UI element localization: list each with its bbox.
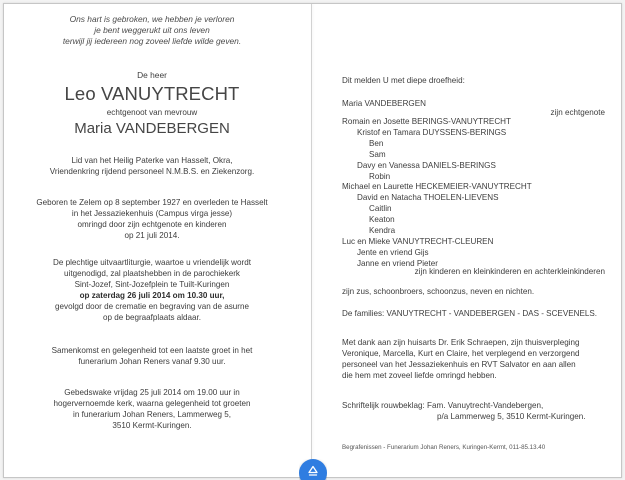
- birth-death-line: Geboren te Zelem op 8 september 1927 en overleden te Hasselt: [36, 198, 268, 207]
- family-member: Keaton: [369, 215, 395, 224]
- family-member: Robin: [369, 172, 391, 181]
- thanks-line: die hem met zoveel liefde omringd hebben.: [342, 371, 497, 380]
- spouse-intro: echtgenoot van mevrouw: [106, 108, 198, 117]
- family-member: David en Natacha THOELEN-LIEVENS: [357, 193, 499, 202]
- poem-line: terwijl jij iedereen nog zoveel liefde wilde geven.: [62, 36, 242, 46]
- poem-line: je bent weggerukt uit ons leven: [94, 25, 210, 35]
- family-relation: zijn kinderen en kleinkinderen en achterkleinkinderen: [414, 267, 605, 276]
- family-member: Ben: [369, 139, 384, 148]
- gathering-line: Samenkomst en gelegenheid tot een laatste groet in het: [51, 346, 253, 355]
- vigil-line: in funerarium Johan Reners, Lammerweg 5,: [73, 410, 231, 419]
- thanks-line: personeel van het Jessaziekenhuis en RVT Salvator en aan allen: [342, 360, 576, 369]
- deceased-name: Leo VANUYTRECHT: [64, 83, 240, 104]
- family-member: Romain en Josette BERINGS-VANUYTRECHT: [342, 117, 511, 126]
- family-member: Kristof en Tamara DUYSSENS-BERINGS: [357, 128, 507, 137]
- family-member: Luc en Mieke VANUYTRECHT-CLEUREN: [342, 237, 494, 246]
- birth-death-line: op 21 juli 2014.: [124, 231, 180, 240]
- upload-icon: [307, 465, 319, 477]
- vigil-line: 3510 Kermt-Kuringen.: [112, 421, 192, 430]
- family-member: Michael en Laurette HECKEMEIER-VANUYTRECHT: [342, 182, 532, 191]
- family-member: Davy en Vanessa DANIELS-BERINGS: [357, 161, 496, 170]
- family-member: Janne en vriend Pieter: [357, 259, 438, 268]
- right-page: [342, 0, 605, 480]
- vigil-line: hogervernoemde kerk, waarna gelegenheid tot groeten: [53, 399, 251, 408]
- family-member: Caitlin: [369, 204, 392, 213]
- thanks-line: Veronique, Marcella, Kurt en Claire, het verplegend en verzorgend: [342, 349, 580, 358]
- family-member: Sam: [369, 150, 386, 159]
- membership-line: Vriendenkring rijdend personeel N.M.B.S. en Ziekenzorg.: [49, 167, 255, 176]
- spouse-relation: zijn echtgenote: [550, 108, 605, 117]
- funeral-line: gevolgd door de crematie en begraving van de asurne: [55, 302, 249, 311]
- left-page: [4, 0, 300, 480]
- spouse-name-mourner: Maria VANDEBERGEN: [342, 99, 426, 108]
- condolence-address: p/a Lammerweg 5, 3510 Kermt-Kuringen.: [437, 412, 586, 421]
- gathering-line: funerarium Johan Reners vanaf 9.30 uur.: [78, 357, 226, 366]
- birth-death-line: omringd door zijn echtgenote en kinderen: [77, 220, 227, 229]
- vigil-line: Gebedswake vrijdag 25 juli 2014 om 19.00 uur in: [64, 388, 240, 397]
- poem-line: Ons hart is gebroken, we hebben je verloren: [69, 14, 235, 24]
- family-member: Jente en vriend Gijs: [357, 248, 429, 257]
- membership-line: Lid van het Heilig Paterke van Hasselt, Okra,: [71, 156, 233, 165]
- funeral-date: op zaterdag 26 juli 2014 om 10.30 uur,: [79, 291, 225, 300]
- thanks-line: Met dank aan zijn huisarts Dr. Erik Schraepen, zijn thuisverpleging: [342, 338, 580, 347]
- spouse-name: Maria VANDEBERGEN: [74, 120, 230, 137]
- upload-button[interactable]: [299, 459, 327, 480]
- families-line: De families: VANUYTRECHT - VANDEBERGEN - DAS - SCEVENELS.: [342, 309, 598, 318]
- relatives-line: zijn zus, schoonbroers, schoonzus, neven en nichten.: [342, 287, 535, 296]
- funeral-line: De plechtige uitvaartliturgie, waartoe u vriendelijk wordt: [53, 258, 251, 267]
- family-member: Kendra: [369, 226, 396, 235]
- funeral-line: op de begraafplaats aldaar.: [102, 313, 202, 322]
- page-fold: [311, 4, 312, 477]
- title-prefix: De heer: [137, 70, 167, 80]
- undertaker-footer: Begrafenissen - Funerarium Johan Reners, Kuringen-Kermt, 011-85.13.40: [342, 444, 546, 451]
- birth-death-line: in het Jessaziekenhuis (Campus virga jesse): [71, 209, 233, 218]
- announcement-intro: Dit melden U met diepe droefheid:: [342, 76, 465, 85]
- floating-button-area: [299, 459, 327, 480]
- condolence-line: Schriftelijk rouwbeklag: Fam. Vanuytrecht-Vandebergen,: [342, 401, 544, 410]
- funeral-line: Sint-Jozef, Sint-Jozefplein te Tuilt-Kuringen: [74, 280, 230, 289]
- funeral-line: uitgenodigd, zal plaatshebben in de parochiekerk: [64, 269, 240, 278]
